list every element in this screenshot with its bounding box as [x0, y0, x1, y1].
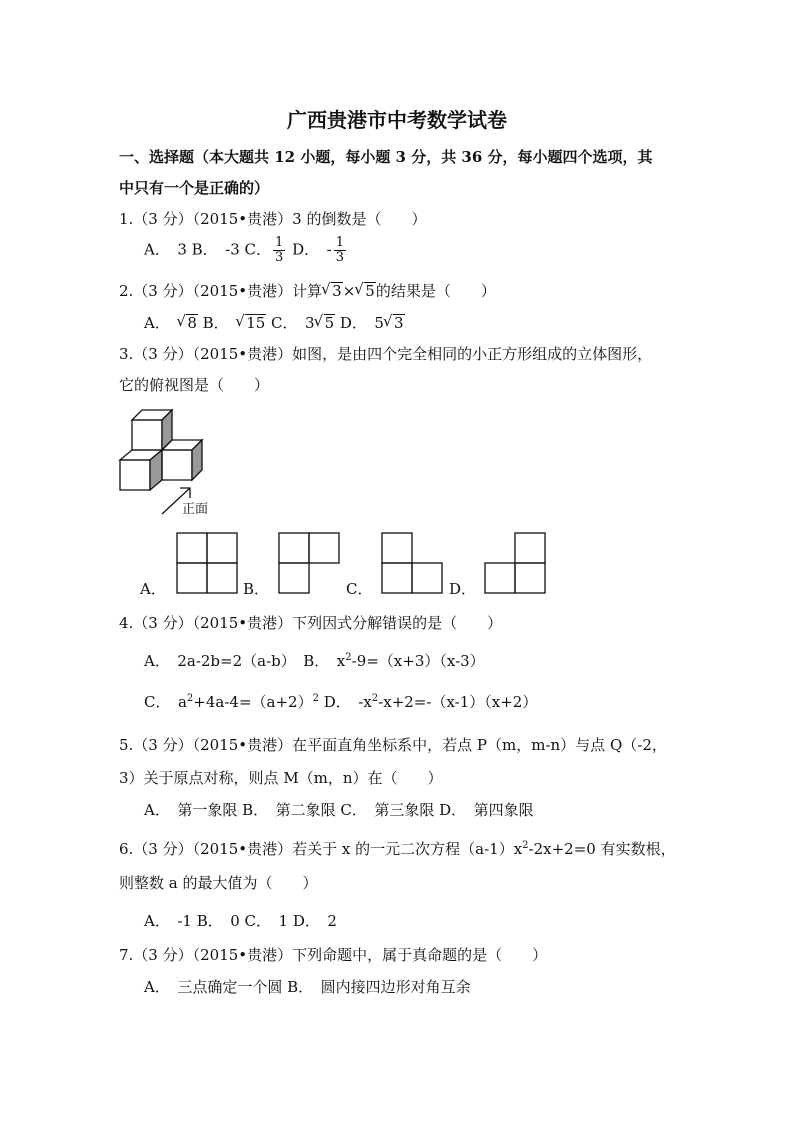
q2-opt-c-label: C． 3	[266, 314, 315, 332]
question-2-options	[144, 312, 405, 333]
question-5-line2: 3）关于原点对称，则点 M（m，n）在（ ）	[119, 769, 443, 787]
q2-opt-b-label: B．	[197, 314, 237, 332]
question-7-stem: 7.（3 分）（2015•贵港）下列命题中，属于真命题的是（ ）	[119, 946, 548, 964]
q4-ab-sup: 2	[345, 652, 352, 663]
q3-option-c-label: C．	[346, 580, 373, 598]
q4-cd-part3: D． -x	[318, 693, 372, 711]
question-2-stem	[119, 280, 496, 301]
question-3-line2: 它的俯视图是（ ）	[119, 376, 270, 394]
question-4-stem: 4.（3 分）（2015•贵港）下列因式分解错误的是（ ）	[119, 614, 503, 632]
left-cube-front	[120, 460, 150, 490]
q2-opt-c-root: √ 5	[324, 314, 336, 331]
question-1-stem: 1.（3 分）（2015•贵港）3 的倒数是（ ）	[119, 210, 427, 228]
q1-frac-c-num: 1	[275, 235, 284, 250]
q2-opt-d-root: √ 3	[393, 314, 405, 331]
q3-option-c-figure	[381, 532, 443, 594]
question-5-options: A． 第一象限 B． 第二象限 C． 第三象限 D． 第四象限	[144, 801, 534, 819]
q6-sup: 2	[522, 840, 529, 851]
page-title: 广西贵港市中考数学试卷	[287, 108, 507, 132]
top-cube-front	[132, 420, 162, 450]
q4-ab-part1: A． 2a-2b=2（a-b） B． x	[144, 652, 346, 670]
q2-sqrt-5: √ 5	[364, 282, 376, 299]
top-cube-side	[162, 410, 172, 450]
question-1-options	[144, 236, 348, 265]
q2-sqrt-3: √ 3	[331, 282, 343, 299]
q4-cd-part4: -x+2=-（x-1）（x+2）	[378, 693, 538, 711]
question-5-line1: 5.（3 分）（2015•贵港）在平面直角坐标系中，若点 P（m，m-n）与点 Q（-2，	[119, 736, 667, 754]
q1-frac-c-den: 3	[275, 250, 284, 265]
q6-line1-part1: 6.（3 分）（2015•贵港）若关于 x 的一元二次方程（a-1）x	[119, 840, 523, 858]
q4-cd-sup3: 2	[371, 693, 379, 704]
front-label: 正面	[182, 502, 209, 517]
right-cube-front	[162, 450, 192, 480]
q1-options-abc: A． 3 B． -3 C．	[144, 240, 272, 259]
right-cube-side	[192, 440, 202, 480]
q2-opt-b-root: √ 15	[245, 314, 266, 331]
q3-option-a-figure	[176, 532, 238, 594]
q3-option-b-label: B．	[243, 580, 270, 598]
question-4-options-ab	[144, 650, 485, 671]
question-6-line2: 则整数 a 的最大值为（ ）	[119, 874, 318, 892]
q2-stem-pre: 2.（3 分）（2015•贵港）计算	[119, 282, 323, 300]
left-cube-side	[150, 450, 162, 490]
q1-frac-d-num: 1	[335, 235, 344, 250]
q4-cd-part2: +4a-4=（a+2）	[193, 693, 313, 711]
q3-option-d-figure	[484, 532, 546, 594]
q4-cd-sup2: 2	[312, 693, 319, 704]
q2-stem-post: 的结果是（ ）	[375, 282, 496, 300]
q4-cd-part1: C． a	[144, 693, 187, 711]
q2-opt-d-label: D． 5	[335, 314, 384, 332]
q2-opt-a-root: √ 8	[186, 314, 198, 331]
q3-option-a-label: A．	[140, 580, 166, 598]
section-heading-line2: 中只有一个是正确的）	[119, 179, 270, 197]
q1-option-d-label: D． -	[287, 240, 332, 259]
question-6-options: A． -1 B． 0 C． 1 D． 2	[144, 912, 337, 930]
question-4-options-cd	[144, 691, 537, 712]
q1-fraction-c	[273, 236, 285, 265]
q4-cd-sup1: 2	[186, 693, 194, 704]
q1-frac-d-den: 3	[335, 250, 344, 265]
section-heading-line1: 一、选择题（本大题共 12 小题，每小题 3 分，共 36 分，每小题四个选项，其	[119, 148, 653, 166]
q4-ab-part2: -9=（x+3）（x-3）	[351, 652, 485, 670]
q6-line1-part2: -2x+2=0 有实数根，	[528, 840, 676, 858]
q2-opt-a-label: A．	[144, 314, 178, 332]
question-6-line1	[119, 838, 676, 859]
q3-option-d-label: D．	[449, 580, 477, 598]
question-7-options: A． 三点确定一个圆 B． 圆内接四边形对角互余	[144, 978, 471, 996]
q3-option-b-figure	[278, 532, 340, 594]
q1-fraction-d	[334, 236, 346, 265]
question-3-line1: 3.（3 分）（2015•贵港）如图，是由四个完全相同的小正方形组成的立体图形，	[119, 345, 653, 363]
q2-times: ×	[342, 282, 356, 300]
